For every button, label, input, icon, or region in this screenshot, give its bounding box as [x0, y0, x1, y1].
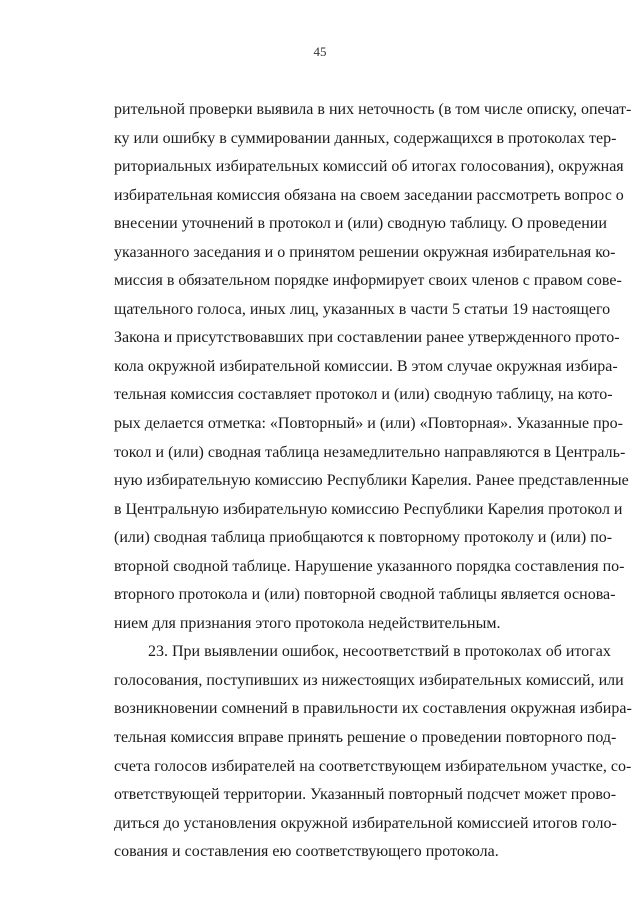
text-line: 23. При выявлении ошибок, несоответствий в протоколах об итогах: [148, 643, 611, 661]
text-line: нием для признания этого протокола недействительным.: [114, 614, 501, 632]
text-line: ку или ошибку в суммировании данных, содержащихся в протоколах тер-: [114, 129, 617, 147]
text-line: голосования, поступивших из нижестоящих избирательных комиссий, или: [114, 671, 624, 689]
text-line: миссия в обязательном порядке информирует своих членов с правом сове-: [114, 272, 622, 290]
body-text: [114, 96, 632, 867]
text-line: в Центральную избирательную комиссию Республики Карелия протокол и: [114, 500, 623, 518]
text-line: избирательная комиссия обязана на своем заседании рассмотреть вопрос о: [114, 186, 624, 204]
text-line: сования и составления ею соответствующего протокола.: [114, 843, 499, 861]
text-line: вторной сводной таблице. Нарушение указанного порядка составления по-: [114, 557, 625, 575]
text-line: рительной проверки выявила в них неточность (в том числе описку, опечат-: [114, 101, 632, 118]
text-line: риториальных избирательных комиссий об итогах голосования), окружная: [114, 158, 624, 176]
text-line: тельная комиссия вправе принять решение о проведении повторного под-: [114, 729, 617, 747]
text-line: щательного голоса, иных лиц, указанных в части 5 статьи 19 настоящего: [114, 300, 611, 318]
text-line: тельная комиссия составляет протокол и (или) сводную таблицу, на кото-: [114, 386, 613, 404]
text-line: Закона и присутствовавших при составлении ранее утвержденного прото-: [114, 329, 620, 347]
paragraph-1: [114, 96, 632, 638]
text-line: внесении уточнений в протокол и (или) сводную таблицу. О проведении: [114, 215, 607, 233]
text-line: ответствующей территории. Указанный повторный подсчет может прово-: [114, 786, 617, 804]
text-line: возникновении сомнений в правильности их составления окружная избира-: [114, 700, 632, 718]
text-line: указанного заседания и о принятом решении окружная избирательная ко-: [114, 243, 616, 261]
text-line: (или) сводная таблица приобщаются к повторному протоколу и (или) по-: [114, 529, 613, 547]
text-line: токол и (или) сводная таблица незамедлительно направляются в Централь-: [114, 443, 626, 461]
text-line: вторного протокола и (или) повторной сводной таблицы является основа-: [114, 586, 616, 604]
paragraph-2: [114, 638, 632, 866]
text-line: ную избирательную комиссию Республики Карелия. Ранее представленные: [114, 472, 629, 490]
text-line: счета голосов избирателей на соответствующем избирательном участке, со-: [114, 757, 632, 775]
text-line: рых делается отметка: «Повторный» и (или) «Повторная». Указанные про-: [114, 415, 623, 433]
text-line: кола окружной избирательной комиссии. В этом случае окружная избира-: [114, 357, 618, 375]
text-line: диться до установления окружной избирательной комиссией итогов голо-: [114, 814, 617, 832]
page-number: 45: [313, 44, 327, 59]
